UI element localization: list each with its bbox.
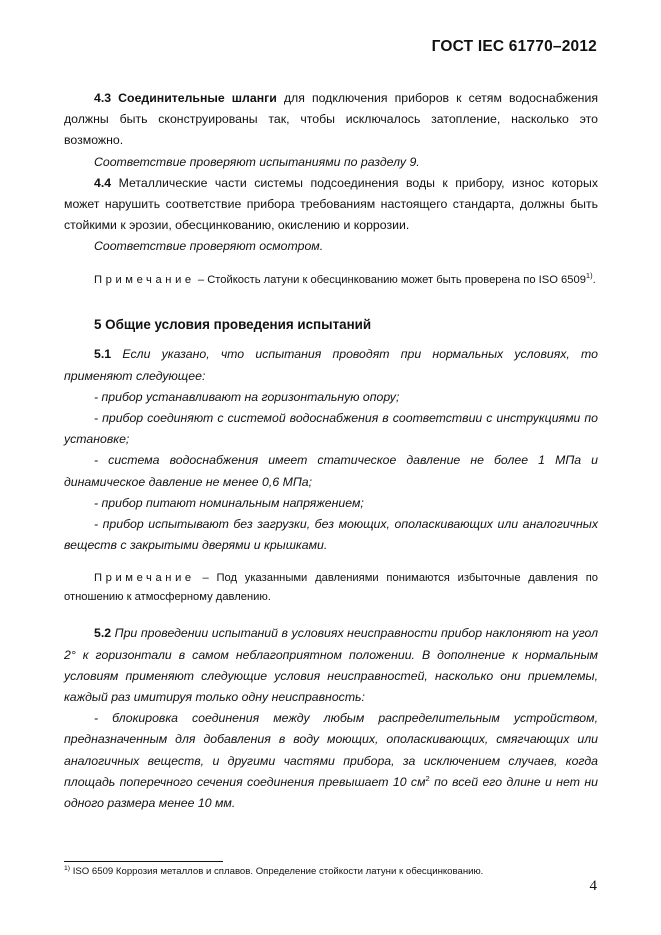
note-brass: Примечание – Стойкость латуни к обесцинкованию может быть проверена по ISO 6509$^{1)}$.	[94, 270, 596, 286]
note-label: Примечание	[94, 572, 195, 585]
clause-text: для подключения приборов к сетям водоснабжения должны быть сконструированы так, чтобы исключалось затопление, насколько это возможно.	[64, 91, 598, 148]
list-item: - прибор устанавливают на горизонтальную опору;	[94, 389, 400, 404]
clause-number: 4.3	[94, 91, 112, 105]
document-code: ГОСТ IEC 61770–2012	[431, 38, 597, 55]
footnote	[64, 866, 483, 877]
note-text: – Стойкость латуни к обесцинкованию может быть проверена по ISO 6509	[194, 273, 586, 286]
footnote-mark: 1)	[64, 865, 71, 872]
list-item: - блокировка соединения между любым распределительным устройством, предназначенным для добавления в воду моющих, ополаскивающих, смягчающих или аналогичных веществ, и другими частями прибора, за исключением случаев, когда площадь поперечного сечения соединения превышает 10 $см^2$ по всей его длине и нет ни одного размера менее 10 мм.	[64, 711, 598, 810]
clause-text: Если указано, что испытания проводят при нормальных условиях, то применяют следующее:	[64, 347, 598, 383]
page-number: 4	[589, 878, 597, 894]
clause-5-2	[64, 623, 598, 708]
clause-4-3	[64, 88, 598, 152]
list-item: - прибор питают номинальным напряжением;	[94, 495, 364, 510]
clause-text: При проведении испытаний в условиях неисправности прибор наклоняют на угол 2° к горизонтали в самом неблагоприятном положении. В дополнение к нормальным условиям применяют следующие условия неисправностей, насколько они приемлемы, каждый раз имитируя только одну неисправность:	[64, 626, 598, 704]
footnote-divider	[64, 861, 223, 862]
list-item: - система водоснабжения имеет статическое давление не более 1 МПа и динамическое давление не менее 0,6 МПа;	[64, 453, 598, 489]
clause-number: 5.2	[94, 626, 112, 641]
note-pressure	[64, 569, 598, 606]
document-body	[64, 88, 598, 814]
footnote-text: ISO 6509 Коррозия металлов и сплавов. Определение стойкости латуни к обесцинкованию.	[70, 866, 484, 877]
note-text: – Под указанными давлениями понимаются избыточные давления по отношению к атмосферному давлению.	[64, 572, 598, 603]
section-heading: 5 Общие условия проведения испытаний	[94, 317, 372, 333]
list-item: - прибор соединяют с системой водоснабжения в соответствии с инструкциями по установке;	[64, 410, 598, 447]
clause-4-4	[64, 173, 598, 237]
compliance-check: Соответствие проверяют осмотром.	[94, 239, 324, 254]
list-item: - прибор испытывают без загрузки, без моющих, ополаскивающих или аналогичных веществ с закрытыми дверями и крышками.	[64, 516, 598, 553]
clause-title: Соединительные шланги	[118, 91, 277, 105]
note-label: Примечание	[94, 273, 195, 286]
clause-number: 4.4	[94, 175, 112, 190]
compliance-check: Соответствие проверяют испытаниями по разделу 9.	[94, 154, 420, 169]
footnote-ref: 1)	[585, 270, 593, 280]
clause-text: Металлические части системы подсоединения воды к прибору, износ которых может нарушить соответствие прибора требованиям настоящего стандарта, должны быть стойкими к эрозии, обесцинкованию, окислению и коррозии.	[64, 175, 598, 233]
clause-number: 5.1	[94, 347, 112, 362]
clause-5-1	[64, 344, 598, 386]
